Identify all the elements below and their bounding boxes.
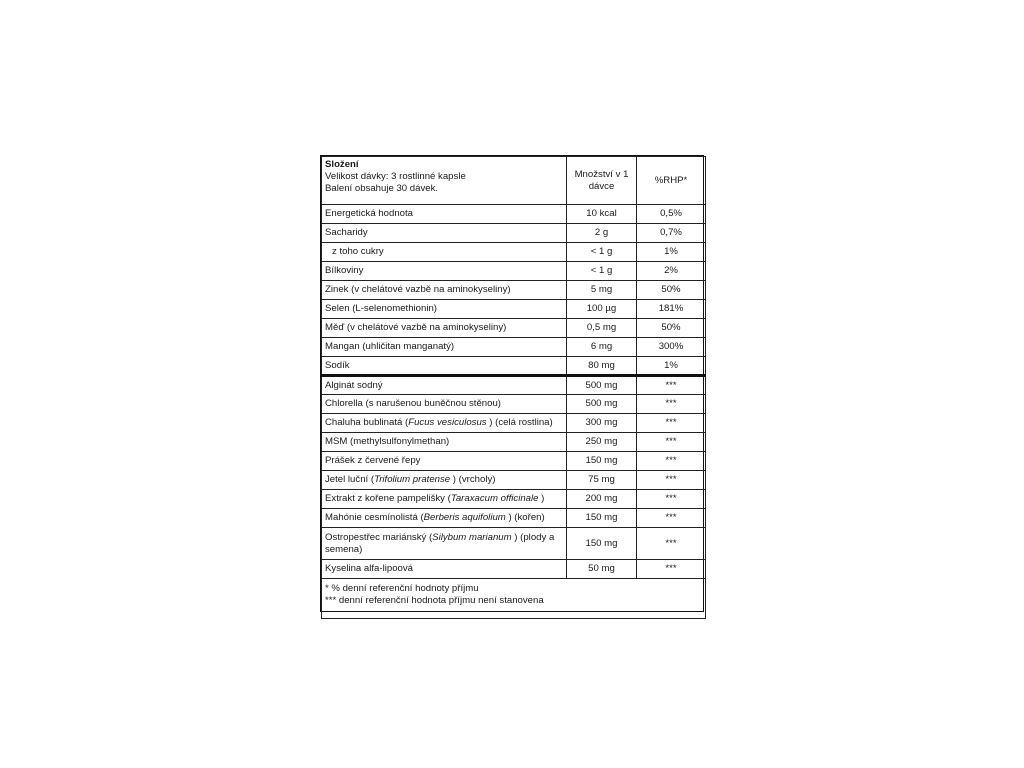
footnotes-cell [322, 579, 706, 619]
ingredient-rhp: *** [637, 509, 706, 528]
ingredient-name [322, 414, 567, 433]
ingredient-latin-name: Trifolium pratense [374, 474, 451, 485]
nutrient-row [322, 357, 706, 376]
ingredient-latin-name: Fucus vesiculosus [408, 417, 487, 428]
nutrient-amount: 2 g [567, 224, 637, 243]
ingredient-name-part: ) [538, 493, 545, 504]
ingredient-name-part: ) (vrcholy) [450, 474, 496, 485]
ingredient-rhp: *** [637, 528, 706, 560]
ingredient-latin-name: Berberis aquifolium [423, 512, 506, 523]
ingredient-amount: 150 mg [567, 452, 637, 471]
pack-count: Balení obsahuje 30 dávek. [325, 182, 439, 194]
ingredient-rhp: *** [637, 395, 706, 414]
ingredient-row [322, 376, 706, 395]
nutrient-amount: < 1 g [567, 262, 637, 281]
nutrient-rhp: 181% [637, 300, 706, 319]
nutrient-name: Zinek (v chelátové vazbě na aminokyseliny) [322, 281, 567, 300]
ingredient-name: Chlorella (s narušenou buněčnou stěnou) [322, 395, 567, 414]
ingredient-name-part: ) (kořen) [505, 512, 545, 523]
ingredient-row [322, 395, 706, 414]
ingredient-latin-name: Taraxacum officinale [450, 493, 539, 504]
ingredient-row [322, 490, 706, 509]
nutrient-row [322, 281, 706, 300]
ingredient-rhp: *** [637, 376, 706, 395]
ingredient-row [322, 560, 706, 579]
table-title: Složení [325, 159, 359, 170]
nutrient-amount: < 1 g [567, 243, 637, 262]
ingredient-amount: 250 mg [567, 433, 637, 452]
nutrient-amount: 10 kcal [567, 205, 637, 224]
ingredient-name-part: Ostropestřec mariánský ( [325, 531, 433, 543]
ingredient-name [322, 490, 567, 509]
nutrient-amount: 5 mg [567, 281, 637, 300]
ingredient-amount: 200 mg [567, 490, 637, 509]
ingredient-rhp: *** [637, 560, 706, 579]
nutrient-name: Mangan (uhličitan manganatý) [322, 338, 567, 357]
footnote-not-established: *** denní referenční hodnota příjmu není stanovena [325, 594, 544, 606]
footnote-rhp: * % denní referenční hodnoty příjmu [325, 583, 479, 594]
nutrient-rhp: 1% [637, 357, 706, 376]
nutrient-row [322, 300, 706, 319]
ingredient-name-part: Chaluha bublinatá ( [325, 417, 409, 428]
ingredient-amount: 500 mg [567, 376, 637, 395]
ingredient-name: MSM (methylsulfonylmethan) [322, 433, 567, 452]
composition-table [321, 156, 706, 619]
nutrient-rhp: 1% [637, 243, 706, 262]
nutrient-name: Měď (v chelátové vazbě na aminokyseliny) [322, 319, 567, 338]
nutrient-name: z toho cukry [322, 243, 567, 262]
nutrient-amount: 80 mg [567, 357, 637, 376]
nutrient-name: Selen (L-selenomethionin) [322, 300, 567, 319]
nutrient-amount: 6 mg [567, 338, 637, 357]
ingredient-amount: 150 mg [567, 528, 637, 560]
ingredient-rhp: *** [637, 471, 706, 490]
nutrient-row [322, 205, 706, 224]
ingredient-amount: 500 mg [567, 395, 637, 414]
nutrient-rhp: 300% [637, 338, 706, 357]
ingredient-name: Kyselina alfa-lipoová [322, 560, 567, 579]
nutrient-row [322, 243, 706, 262]
ingredient-name: Alginát sodný [322, 376, 567, 395]
nutrient-rhp: 50% [637, 281, 706, 300]
composition-table-panel [320, 155, 704, 612]
nutrient-row [322, 319, 706, 338]
ingredient-name-part: ) (plody a semena) [325, 531, 555, 555]
nutrient-amount: 100 µg [567, 300, 637, 319]
ingredient-rhp: *** [637, 433, 706, 452]
ingredient-amount: 300 mg [567, 414, 637, 433]
rhp-column-header: %RHP* [637, 157, 706, 205]
ingredient-rhp: *** [637, 414, 706, 433]
serving-size: Velikost dávky: 3 rostlinné kapsle [325, 170, 466, 182]
nutrient-rhp: 50% [637, 319, 706, 338]
nutrient-name: Sacharidy [322, 224, 567, 243]
ingredient-row [322, 452, 706, 471]
ingredient-amount: 75 mg [567, 471, 637, 490]
ingredient-name: Prášek z červené řepy [322, 452, 567, 471]
nutrient-name: Bílkoviny [322, 262, 567, 281]
ingredient-name-part: Jetel luční ( [325, 474, 375, 485]
nutrient-row [322, 262, 706, 281]
table-header-row [322, 157, 706, 205]
nutrient-rhp: 2% [637, 262, 706, 281]
ingredient-name [322, 528, 567, 560]
amount-column-header: Množství v 1 dávce [567, 157, 637, 205]
ingredient-row [322, 471, 706, 490]
nutrient-row [322, 224, 706, 243]
ingredient-amount: 50 mg [567, 560, 637, 579]
nutrient-name: Sodík [322, 357, 567, 376]
ingredient-name-part: ) (celá rostlina) [486, 417, 553, 428]
ingredient-row [322, 414, 706, 433]
nutrient-amount: 0,5 mg [567, 319, 637, 338]
ingredient-rhp: *** [637, 490, 706, 509]
ingredient-row [322, 509, 706, 528]
ingredient-name-part: Extrakt z kořene pampelišky ( [325, 493, 451, 504]
ingredient-row [322, 433, 706, 452]
ingredient-rhp: *** [637, 452, 706, 471]
footnotes-row [322, 579, 706, 619]
header-info-cell [322, 157, 567, 205]
nutrient-row [322, 338, 706, 357]
nutrient-rhp: 0,7% [637, 224, 706, 243]
ingredient-name [322, 471, 567, 490]
ingredient-latin-name: Silybum marianum [432, 531, 512, 543]
ingredient-row [322, 528, 706, 560]
nutrient-name: Energetická hodnota [322, 205, 567, 224]
ingredient-amount: 150 mg [567, 509, 637, 528]
ingredient-name-part: Mahónie cesmínolistá ( [325, 512, 424, 523]
nutrient-rhp: 0,5% [637, 205, 706, 224]
ingredient-name [322, 509, 567, 528]
